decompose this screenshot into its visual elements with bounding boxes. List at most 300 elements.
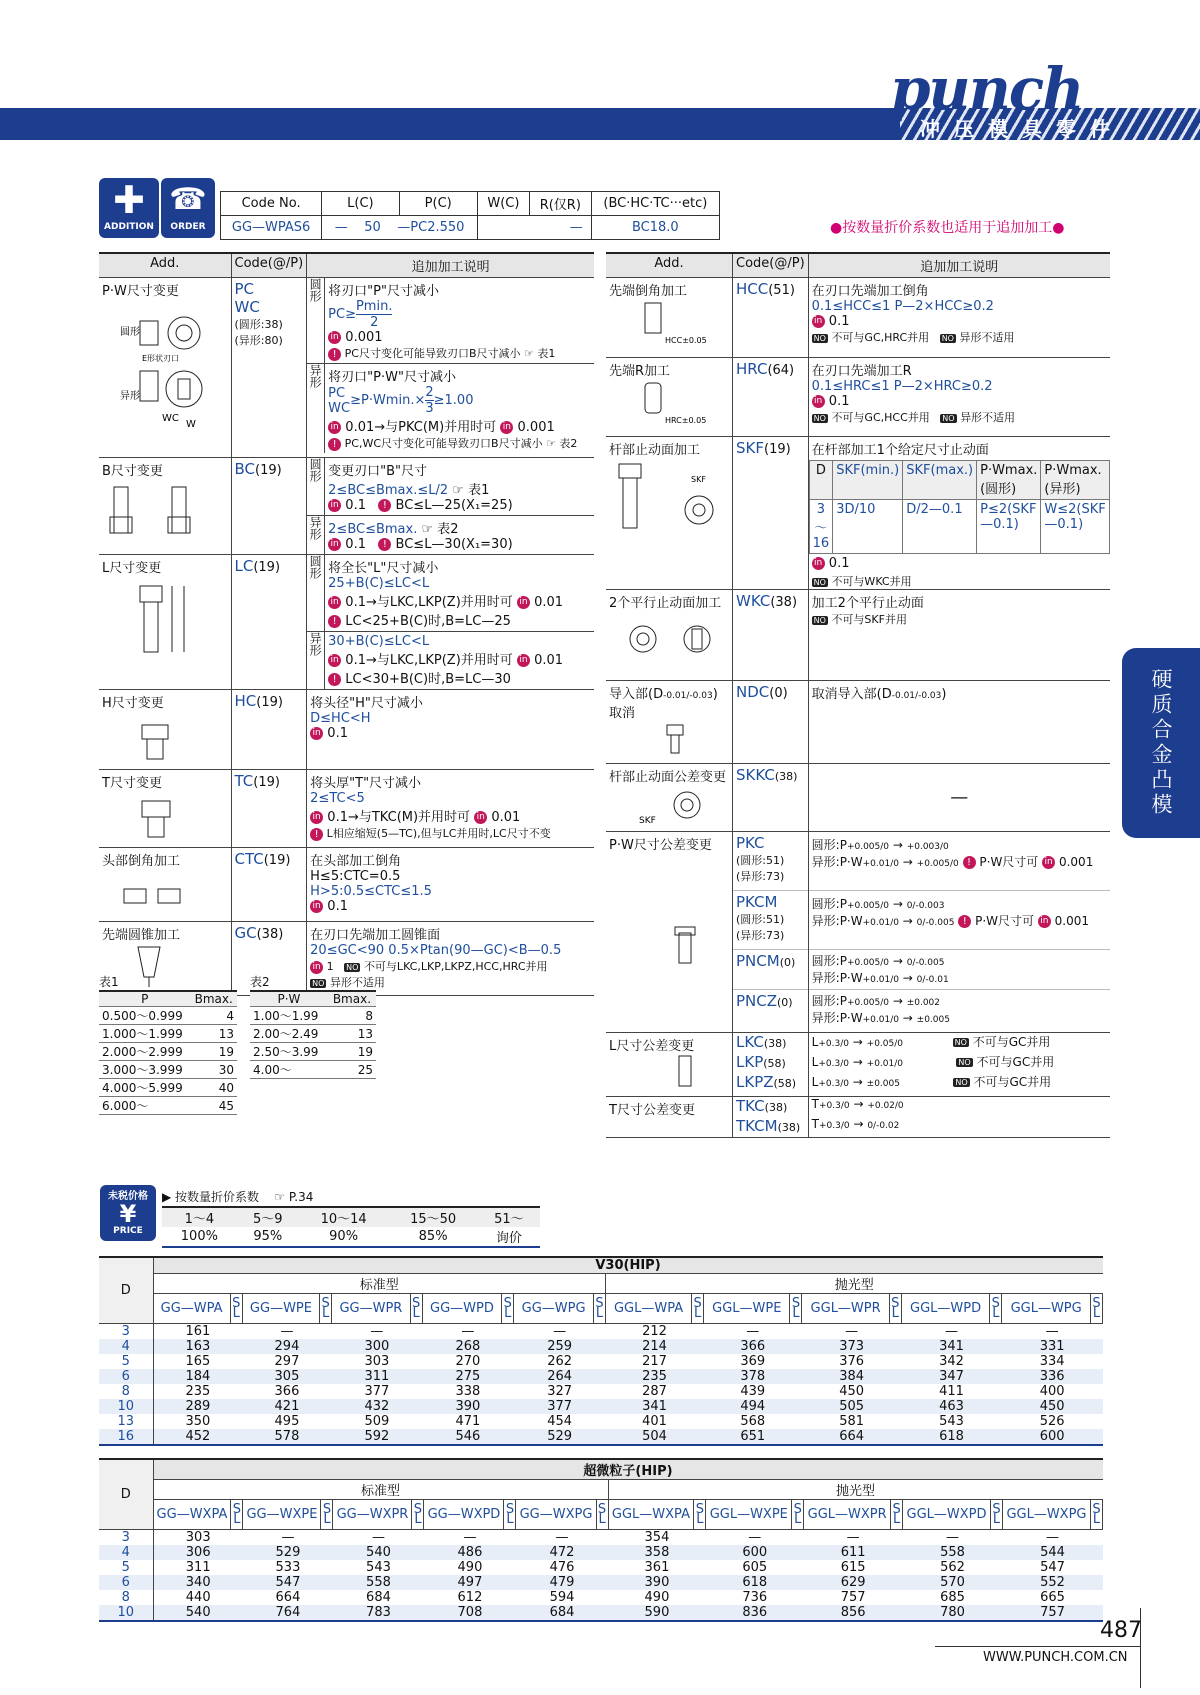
sl-mark: S L (990, 1500, 1002, 1530)
price-cell: 495 (242, 1414, 331, 1429)
price-cell: 546 (422, 1429, 514, 1445)
add-gc: 先端圆锥加工 (99, 922, 231, 996)
sl-mark: S L (692, 1294, 704, 1324)
column-header: GG—WXPD (427, 1507, 501, 1522)
footer-url[interactable]: WWW.PUNCH.COM.CN (983, 1650, 1128, 1665)
d-value: 5 (99, 1560, 153, 1575)
price-cell: 547 (1002, 1560, 1102, 1575)
hc-diagram (102, 711, 212, 763)
col-header: Code(@/P) (733, 253, 809, 278)
code-skkc: SKKC(38) (733, 764, 809, 832)
column-header: GG—WPR (339, 1301, 403, 1316)
price-cell: 543 (333, 1560, 424, 1575)
price-cell: — (243, 1530, 333, 1546)
d-value: 10 (99, 1399, 153, 1414)
price-cell: 369 (704, 1354, 802, 1369)
price-cell: 764 (243, 1605, 333, 1621)
desc-gc: 在刃口先端加工圆锥面 20≤GC<90 0.5×Ptan(90—GC)<B—0.5 in 1 NO 不可与LKC,LKP,LKPZ,HCC,HRC并用 NO 异形不适用 (307, 922, 594, 996)
code-gc: GC(38) (231, 922, 307, 996)
price-cell: 497 (424, 1575, 516, 1590)
price-cell: — (516, 1530, 608, 1546)
price-cell: 558 (903, 1545, 1003, 1560)
col-header: Add. (99, 253, 231, 278)
sl-mark: S L (410, 1294, 422, 1324)
code-header: P(C) (399, 192, 477, 216)
price-cell: 490 (608, 1590, 706, 1605)
code-ctc: CTC(19) (231, 848, 307, 922)
price-cell: 504 (605, 1429, 703, 1445)
sl-mark: S L (891, 1500, 903, 1530)
price-cell: 581 (802, 1414, 901, 1429)
price-table-ultrafine: D 超微粒子(HIP) 标准型 抛光型 GG—WXPA S L GG—WXPE S L GG—WXPR S L GG—WXPD S L GG—WXPG S L GGL—WXPA S L GGL—WXPE S L GGL—WXPR S L GGL—WXPD S L GGL—WXPG S L 3 303 — — — — 354 — — — — 4 306 529 540 486 472 358 600 611 558 544 5 311 533 543 490 476 361 605 615 562 547 6 340 547 558 497 479 390 618 629 570 552 8 440 664 684 612 594 490 736 757 685 665 10 540 764 783 708 684 590 836 856 780 757 (99, 1458, 1103, 1622)
page-number: 487 (1100, 1618, 1142, 1643)
price-cell: 618 (901, 1429, 1002, 1445)
add-bc: B尺寸变更 (99, 458, 231, 555)
svg-text:SKF: SKF (691, 475, 706, 484)
price-cell: 341 (605, 1399, 703, 1414)
price-cell: 490 (424, 1560, 516, 1575)
price-cell: — (903, 1530, 1003, 1546)
price-cell: 540 (333, 1545, 424, 1560)
price-cell: 529 (514, 1429, 606, 1445)
price-cell: 358 (608, 1545, 706, 1560)
svg-text:E形状刃口: E形状刃口 (142, 354, 180, 363)
desc-hcc: 在刃口先端加工倒角 0.1≤HCC≤1 P—2×HCC≥0.2 in 0.1 NO 不可与GC,HRC并用 NO 异形不适用 (808, 278, 1110, 358)
column-header: GGL—WPG (1010, 1301, 1082, 1316)
col-header: Add. (606, 253, 733, 278)
price-cell: 300 (332, 1339, 422, 1354)
price-cell: 562 (903, 1560, 1003, 1575)
sl-mark: S L (502, 1294, 514, 1324)
price-cell: — (424, 1530, 516, 1546)
price-cell: — (1002, 1324, 1103, 1340)
desc-lc: 圆形 将全长"L"尺寸减小 25+B(C)≤LC<L in 0.1→与LKC,LKP(Z)并用时可 in 0.01 ! LC<25+B(C)时,B=LC—25 异形 30+B(C)≤LC<L in 0.1→与LKC,LKP(Z)并用时可 in 0.01 ! LC<30+B(C)时,B=LC—30 (307, 555, 594, 690)
price-cell: 685 (903, 1590, 1003, 1605)
wkc-diagram (609, 611, 719, 661)
price-cell: 354 (608, 1530, 706, 1546)
sl-mark: S L (889, 1294, 901, 1324)
price-cell: — (242, 1324, 331, 1340)
d-value: 3 (99, 1324, 153, 1340)
price-cell: 615 (804, 1560, 903, 1575)
order-icon: ☎ ORDER (161, 178, 215, 238)
add-hcc: 先端倒角加工 HCC±0.05 (606, 278, 733, 358)
price-cell: 594 (516, 1590, 608, 1605)
price-cell: 184 (153, 1369, 242, 1384)
pkc-diagram (609, 853, 719, 1003)
price-cell: 400 (1002, 1384, 1103, 1399)
code-header: (BC·HC·TC···etc) (591, 192, 719, 216)
desc-ndc: 取消导入部(D-0.01/-0.03) (808, 681, 1110, 764)
column-header: GG—WXPA (156, 1507, 228, 1522)
svg-text:圆形: 圆形 (120, 327, 140, 338)
brand-subtitle: 冲压模具零件 (920, 117, 1124, 141)
price-cell: 161 (153, 1324, 242, 1340)
code-pkc: PKC (圆形:51) (异形:73) PKCM (圆形:51) (异形:73) PNCM(0) PNCZ(0) (733, 832, 809, 1033)
code-lc: LC(19) (231, 555, 307, 690)
price-cell: 384 (802, 1369, 901, 1384)
price-cell: 341 (901, 1339, 1002, 1354)
price-cell: 605 (706, 1560, 804, 1575)
price-cell: 529 (243, 1545, 333, 1560)
code-cell: BC18.0 (591, 216, 719, 240)
price-cell: 311 (153, 1560, 243, 1575)
price-cell: 543 (901, 1414, 1002, 1429)
sl-mark: S L (321, 1500, 333, 1530)
table-row (99, 1590, 1103, 1605)
price-cell: 165 (153, 1354, 242, 1369)
svg-text:异形: 异形 (120, 391, 140, 402)
code-ndc: NDC(0) (733, 681, 809, 764)
price-cell: 665 (1002, 1590, 1102, 1605)
add-wkc: 2个平行止动面加工 (606, 590, 733, 681)
sl-mark: S L (1091, 1500, 1103, 1530)
column-header: GGL—WPE (712, 1301, 782, 1316)
skf-diagram (609, 458, 729, 538)
sl-mark: S L (790, 1294, 802, 1324)
price-cell: 479 (516, 1575, 608, 1590)
code-bc: BC(19) (231, 458, 307, 555)
price-cell: 509 (332, 1414, 422, 1429)
price-cell: 708 (424, 1605, 516, 1621)
discount-table: 1～4 5～9 10～14 15～50 51～ 100% 95% 90% 85% 询价 (162, 1206, 540, 1248)
desc-bc: 圆形 变更刃口"B"尺寸 2≤BC≤Bmax.≤L/2 ☞ 表1 in 0.1 ! BC≤L—25(X₁=25) 异形 2≤BC≤Bmax. ☞ 表2 in 0.1 ! BC≤L—30(X₁=30) (307, 458, 594, 555)
price-cell: 439 (704, 1384, 802, 1399)
table2: 表2 P·W Bmax. 1.00～1.99 8 2.00～2.49 13 2.50～3.99 19 4.00～ 25 (250, 973, 376, 1079)
code-hc: HC(19) (231, 690, 307, 770)
bc-diagram (102, 479, 212, 539)
price-cell: 378 (704, 1369, 802, 1384)
price-cell: 471 (422, 1414, 514, 1429)
code-header: W(C) (477, 192, 529, 216)
svg-text:W: W (186, 419, 196, 429)
price-cell: 376 (802, 1354, 901, 1369)
price-cell: 547 (243, 1575, 333, 1590)
d-value: 3 (99, 1530, 153, 1546)
price-cell: — (1002, 1530, 1102, 1546)
price-cell: 303 (153, 1530, 243, 1546)
add-ctc: 头部倒角加工 (99, 848, 231, 922)
add-lkc: L尺寸公差变更 (606, 1033, 733, 1097)
code-cell: — (477, 216, 591, 240)
price-cell: 294 (242, 1339, 331, 1354)
column-header: GGL—WPD (910, 1301, 982, 1316)
svg-text:HRC±0.05: HRC±0.05 (665, 416, 707, 425)
column-header: GG—WPG (521, 1301, 586, 1316)
code-tc: TC(19) (231, 770, 307, 848)
code-cell: — 50 —PC2.550 (322, 216, 478, 240)
pw-diagram (102, 299, 212, 429)
price-cell: 268 (422, 1339, 514, 1354)
desc-tkc: T+0.3/0 → +0.02/0 T+0.3/0 → 0/-0.02 (808, 1097, 1110, 1138)
ctc-diagram (102, 869, 212, 915)
price-cell: — (901, 1324, 1002, 1340)
price-cell: 629 (804, 1575, 903, 1590)
price-cell: 578 (242, 1429, 331, 1445)
tc-diagram (102, 791, 212, 841)
column-header: GGL—WXPE (709, 1507, 788, 1522)
left-panel (99, 252, 594, 996)
hcc-diagram (609, 299, 719, 349)
price-cell: 390 (422, 1399, 514, 1414)
price-cell: — (704, 1324, 802, 1340)
price-icon: 未税价格 ¥ PRICE (100, 1185, 156, 1241)
price-cell: — (802, 1324, 901, 1340)
price-cell: 377 (332, 1384, 422, 1399)
price-cell: 618 (706, 1575, 804, 1590)
price-cell: 421 (242, 1399, 331, 1414)
add-skf: 杆部止动面加工 SKF (606, 437, 733, 590)
price-cell: 305 (242, 1369, 331, 1384)
d-value: 6 (99, 1369, 153, 1384)
price-cell: 526 (1002, 1414, 1103, 1429)
brand-logo: punch (890, 55, 1083, 123)
column-header: GGL—WXPG (1006, 1507, 1087, 1522)
price-cell: — (422, 1324, 514, 1340)
code-hrc: HRC(64) (733, 358, 809, 437)
column-header: GG—WXPE (246, 1507, 318, 1522)
column-header: GG—WPA (160, 1301, 223, 1316)
price-cell: 347 (901, 1369, 1002, 1384)
table-row (99, 1384, 1103, 1399)
price-cell: 327 (514, 1384, 606, 1399)
price-table-v30: D V30(HIP) 标准型 抛光型 GG—WPA S L GG—WPE S L GG—WPR S L GG—WPD S L GG—WPG S L GGL—WPA S L GGL—WPE S L GGL—WPR S L GGL—WPD S L GGL—WPG S L 3 161 — — — — 212 — — — — 4 163 294 300 268 259 214 366 373 341 331 5 165 297 303 270 262 217 369 376 342 334 6 184 305 311 275 264 235 378 384 347 336 8 235 366 377 338 327 287 439 450 411 400 10 289 421 432 390 377 341 494 505 463 450 13 350 495 509 471 454 401 568 581 543 526 16 452 578 592 546 529 504 651 664 618 600 (99, 1256, 1103, 1446)
add-pkc: P·W尺寸公差变更 (606, 832, 733, 1033)
table-row (99, 1530, 1103, 1546)
code-pw: PC WC (圆形:38) (异形:80) (231, 278, 307, 458)
skf-table: D SKF(min.) SKF(max.) P·Wmax.(圆形) P·Wmax.(异形) 3～16 3D/10 D/2—0.1 P≤2(SKF—0.1) W≤2(SKF—0.1) (809, 460, 1110, 554)
price-cell: 463 (901, 1399, 1002, 1414)
column-header: GG—WXPG (519, 1507, 593, 1522)
price-cell: 592 (332, 1429, 422, 1445)
price-cell: 331 (1002, 1339, 1103, 1354)
column-header: GGL—WPA (613, 1301, 684, 1316)
lkc-diagram (609, 1054, 719, 1090)
price-cell: 270 (422, 1354, 514, 1369)
price-cell: — (706, 1530, 804, 1546)
sl-mark: S L (412, 1500, 424, 1530)
price-cell: 275 (422, 1369, 514, 1384)
addition-icon: ✚ ADDITION (99, 178, 159, 238)
price-cell: 486 (424, 1545, 516, 1560)
price-cell: 611 (804, 1545, 903, 1560)
hrc-diagram (609, 379, 719, 429)
desc-skkc: — (808, 764, 1110, 832)
col-header: Code(@/P) (231, 253, 307, 278)
table-row (99, 1339, 1103, 1354)
price-cell: 311 (332, 1369, 422, 1384)
sl-mark: S L (990, 1294, 1002, 1324)
sl-mark: S L (694, 1500, 706, 1530)
price-cell: 262 (514, 1354, 606, 1369)
col-header: 追加加工说明 (307, 253, 594, 278)
price-cell: 494 (704, 1399, 802, 1414)
sl-mark: S L (1091, 1294, 1103, 1324)
price-cell: 568 (704, 1414, 802, 1429)
desc-tc: 将头厚"T"尺寸减小 2≤TC<5 in 0.1→与TKC(M)并用时可 in 0.01 ! L相应缩短(5—TC),但与LC并用时,LC尺寸不变 (307, 770, 594, 848)
desc-wkc: 加工2个平行止动面 NO 不可与SKF并用 (808, 590, 1110, 681)
price-cell: — (804, 1530, 903, 1546)
add-skkc: 杆部止动面公差变更 SKF (606, 764, 733, 832)
price-cell: 264 (514, 1369, 606, 1384)
price-cell: 235 (605, 1369, 703, 1384)
desc-hc: 将头径"H"尺寸减小 D≤HC<H in 0.1 (307, 690, 594, 770)
add-lc: L尺寸变更 (99, 555, 231, 690)
table-row (99, 1399, 1103, 1414)
price-cell: 600 (1002, 1429, 1103, 1445)
add-ndc: 导入部(D-0.01/-0.03)取消 (606, 681, 733, 764)
table-row (99, 1605, 1103, 1621)
code-tkc: TKC(38) TKCM(38) (733, 1097, 809, 1138)
desc-pw: 圆形 将刃口"P"尺寸减小 PC≥ Pmin. 2 in 0.001 ! PC尺寸变化可能导致刃口B尺寸减小 ☞ 表1 异形 将刃口"P·W"尺寸减小 PC WC ≥P·Wmin.× $\frac{2}{3}$ ≥1.00 in 0.01→与PKC(M)并用时可 in 0.001 ! PC,WC尺寸变化可能导致刃口B尺寸减小 ☞ 表2 (307, 278, 594, 458)
price-cell: 684 (333, 1590, 424, 1605)
svg-text:WC: WC (162, 413, 179, 424)
price-cell: 454 (514, 1414, 606, 1429)
table-row (99, 1575, 1103, 1590)
code-example-table (220, 191, 720, 240)
code-hcc: HCC(51) (733, 278, 809, 358)
d-value: 16 (99, 1429, 153, 1445)
d-value: 5 (99, 1354, 153, 1369)
price-cell: 342 (901, 1354, 1002, 1369)
price-cell: 452 (153, 1429, 242, 1445)
price-cell: 390 (608, 1575, 706, 1590)
sl-mark: S L (504, 1500, 516, 1530)
price-cell: 600 (706, 1545, 804, 1560)
price-cell: 297 (242, 1354, 331, 1369)
price-cell: 432 (332, 1399, 422, 1414)
add-tkc: T尺寸公差变更 (606, 1097, 733, 1138)
table-row (99, 1429, 1103, 1445)
price-cell: 450 (802, 1384, 901, 1399)
price-cell: — (333, 1530, 424, 1546)
table-row (99, 1414, 1103, 1429)
column-header: GG—WXPR (336, 1507, 409, 1522)
sl-mark: S L (593, 1294, 605, 1324)
table-row (99, 1354, 1103, 1369)
right-panel (606, 252, 1106, 1138)
table-row (99, 1560, 1103, 1575)
price-cell: 856 (804, 1605, 903, 1621)
column-header: GGL—WXPD (906, 1507, 987, 1522)
price-cell: 836 (706, 1605, 804, 1621)
sl-mark: S L (792, 1500, 804, 1530)
column-header: GG—WPD (430, 1301, 494, 1316)
desc-hrc: 在刃口先端加工R 0.1≤HRC≤1 P—2×HRC≥0.2 in 0.1 NO 不可与GC,HCC并用 NO 异形不适用 (808, 358, 1110, 437)
price-cell: 540 (153, 1605, 243, 1621)
price-cell: 736 (706, 1590, 804, 1605)
table-row (99, 1369, 1103, 1384)
price-cell: 411 (901, 1384, 1002, 1399)
svg-text:HCC±0.05: HCC±0.05 (665, 336, 707, 345)
price-cell: 757 (804, 1590, 903, 1605)
desc-ctc: 在头部加工倒角 H≤5:CTC=0.5 H>5:0.5≤CTC≤1.5 in 0.1 (307, 848, 594, 922)
discount-label: ▶ 按数量折价系数 ☞ P.34 (162, 1190, 314, 1204)
column-header: GGL—WXPA (611, 1507, 690, 1522)
skkc-diagram (609, 785, 719, 825)
code-cell: GG—WPAS6 (221, 216, 322, 240)
d-value: 4 (99, 1339, 153, 1354)
code-header: Code No. (221, 192, 322, 216)
price-cell: 684 (516, 1605, 608, 1621)
price-cell: 217 (605, 1354, 703, 1369)
d-value: 6 (99, 1575, 153, 1590)
price-cell: 350 (153, 1414, 242, 1429)
code-wkc: WKC(38) (733, 590, 809, 681)
d-value: 8 (99, 1384, 153, 1399)
d-value: 8 (99, 1590, 153, 1605)
side-tab[interactable]: 硬质合金凸模 (1122, 648, 1200, 838)
price-cell: 476 (516, 1560, 608, 1575)
price-cell: 212 (605, 1324, 703, 1340)
price-cell: 472 (516, 1545, 608, 1560)
code-skf: SKF(19) (733, 437, 809, 590)
column-header: GGL—WPR (810, 1301, 881, 1316)
price-cell: 450 (1002, 1399, 1103, 1414)
price-cell: 377 (514, 1399, 606, 1414)
price-cell: 612 (424, 1590, 516, 1605)
price-cell: 401 (605, 1414, 703, 1429)
price-cell: 287 (605, 1384, 703, 1399)
discount-note: ●按数量折价系数也适用于追加加工● (830, 220, 1065, 236)
price-cell: 289 (153, 1399, 242, 1414)
lc-diagram (102, 576, 212, 666)
price-cell: 366 (704, 1339, 802, 1354)
price-cell: 544 (1002, 1545, 1102, 1560)
price-cell: 664 (802, 1429, 901, 1445)
price-cell: 440 (153, 1590, 243, 1605)
column-header: GG—WPE (249, 1301, 312, 1316)
add-hrc: 先端R加工 HRC±0.05 (606, 358, 733, 437)
sl-mark: S L (320, 1294, 332, 1324)
price-cell: 259 (514, 1339, 606, 1354)
code-lkc: LKC(38) LKP(58) LKPZ(58) (733, 1033, 809, 1097)
price-cell: 757 (1002, 1605, 1102, 1621)
price-cell: 336 (1002, 1369, 1103, 1384)
price-cell: 334 (1002, 1354, 1103, 1369)
price-cell: 214 (605, 1339, 703, 1354)
svg-text:SKF: SKF (639, 816, 656, 825)
price-cell: 558 (333, 1575, 424, 1590)
price-cell: 533 (243, 1560, 333, 1575)
table-row (99, 1324, 1103, 1340)
price-cell: 361 (608, 1560, 706, 1575)
col-header: 追加加工说明 (808, 253, 1110, 278)
price-cell: 780 (903, 1605, 1003, 1621)
price-cell: 303 (332, 1354, 422, 1369)
price-cell: 783 (333, 1605, 424, 1621)
code-header: L(C) (322, 192, 399, 216)
table1: 表1 P Bmax. 0.500～0.999 4 1.000～1.999 13 2.000～2.999 19 3.000～3.999 30 4.000～5.999 40 6.000～ 45 (99, 973, 237, 1115)
price-cell: 664 (243, 1590, 333, 1605)
add-pw: P·W尺寸变更 圆形 异形 E形状刃口 WC W (99, 278, 231, 458)
desc-skf: 在杆部加工1个给定尺寸止动面 D SKF(min.) SKF(max.) P·Wmax.(圆形) P·Wmax.(异形) 3～16 3D/10 D/2—0.1 P≤2(SKF—0.1) W≤2(SKF—0.1) in 0.1 NO 不可与WKC并用 (808, 437, 1110, 590)
price-cell: 552 (1002, 1575, 1102, 1590)
desc-lkc: L+0.3/0 → +0.05/0 NO 不可与GC并用 L+0.3/0 → +0.01/0 NO 不可与GC并用 L+0.3/0 → ±0.005 NO 不可与GC并用 (808, 1033, 1110, 1097)
price-cell: — (514, 1324, 606, 1340)
sl-mark: S L (230, 1294, 242, 1324)
price-cell: 373 (802, 1339, 901, 1354)
price-cell: — (332, 1324, 422, 1340)
price-cell: 366 (242, 1384, 331, 1399)
price-cell: 235 (153, 1384, 242, 1399)
price-cell: 505 (802, 1399, 901, 1414)
table-row (99, 1545, 1103, 1560)
column-header: GGL—WXPR (807, 1507, 887, 1522)
d-value: 4 (99, 1545, 153, 1560)
d-value: 13 (99, 1414, 153, 1429)
price-cell: 570 (903, 1575, 1003, 1590)
